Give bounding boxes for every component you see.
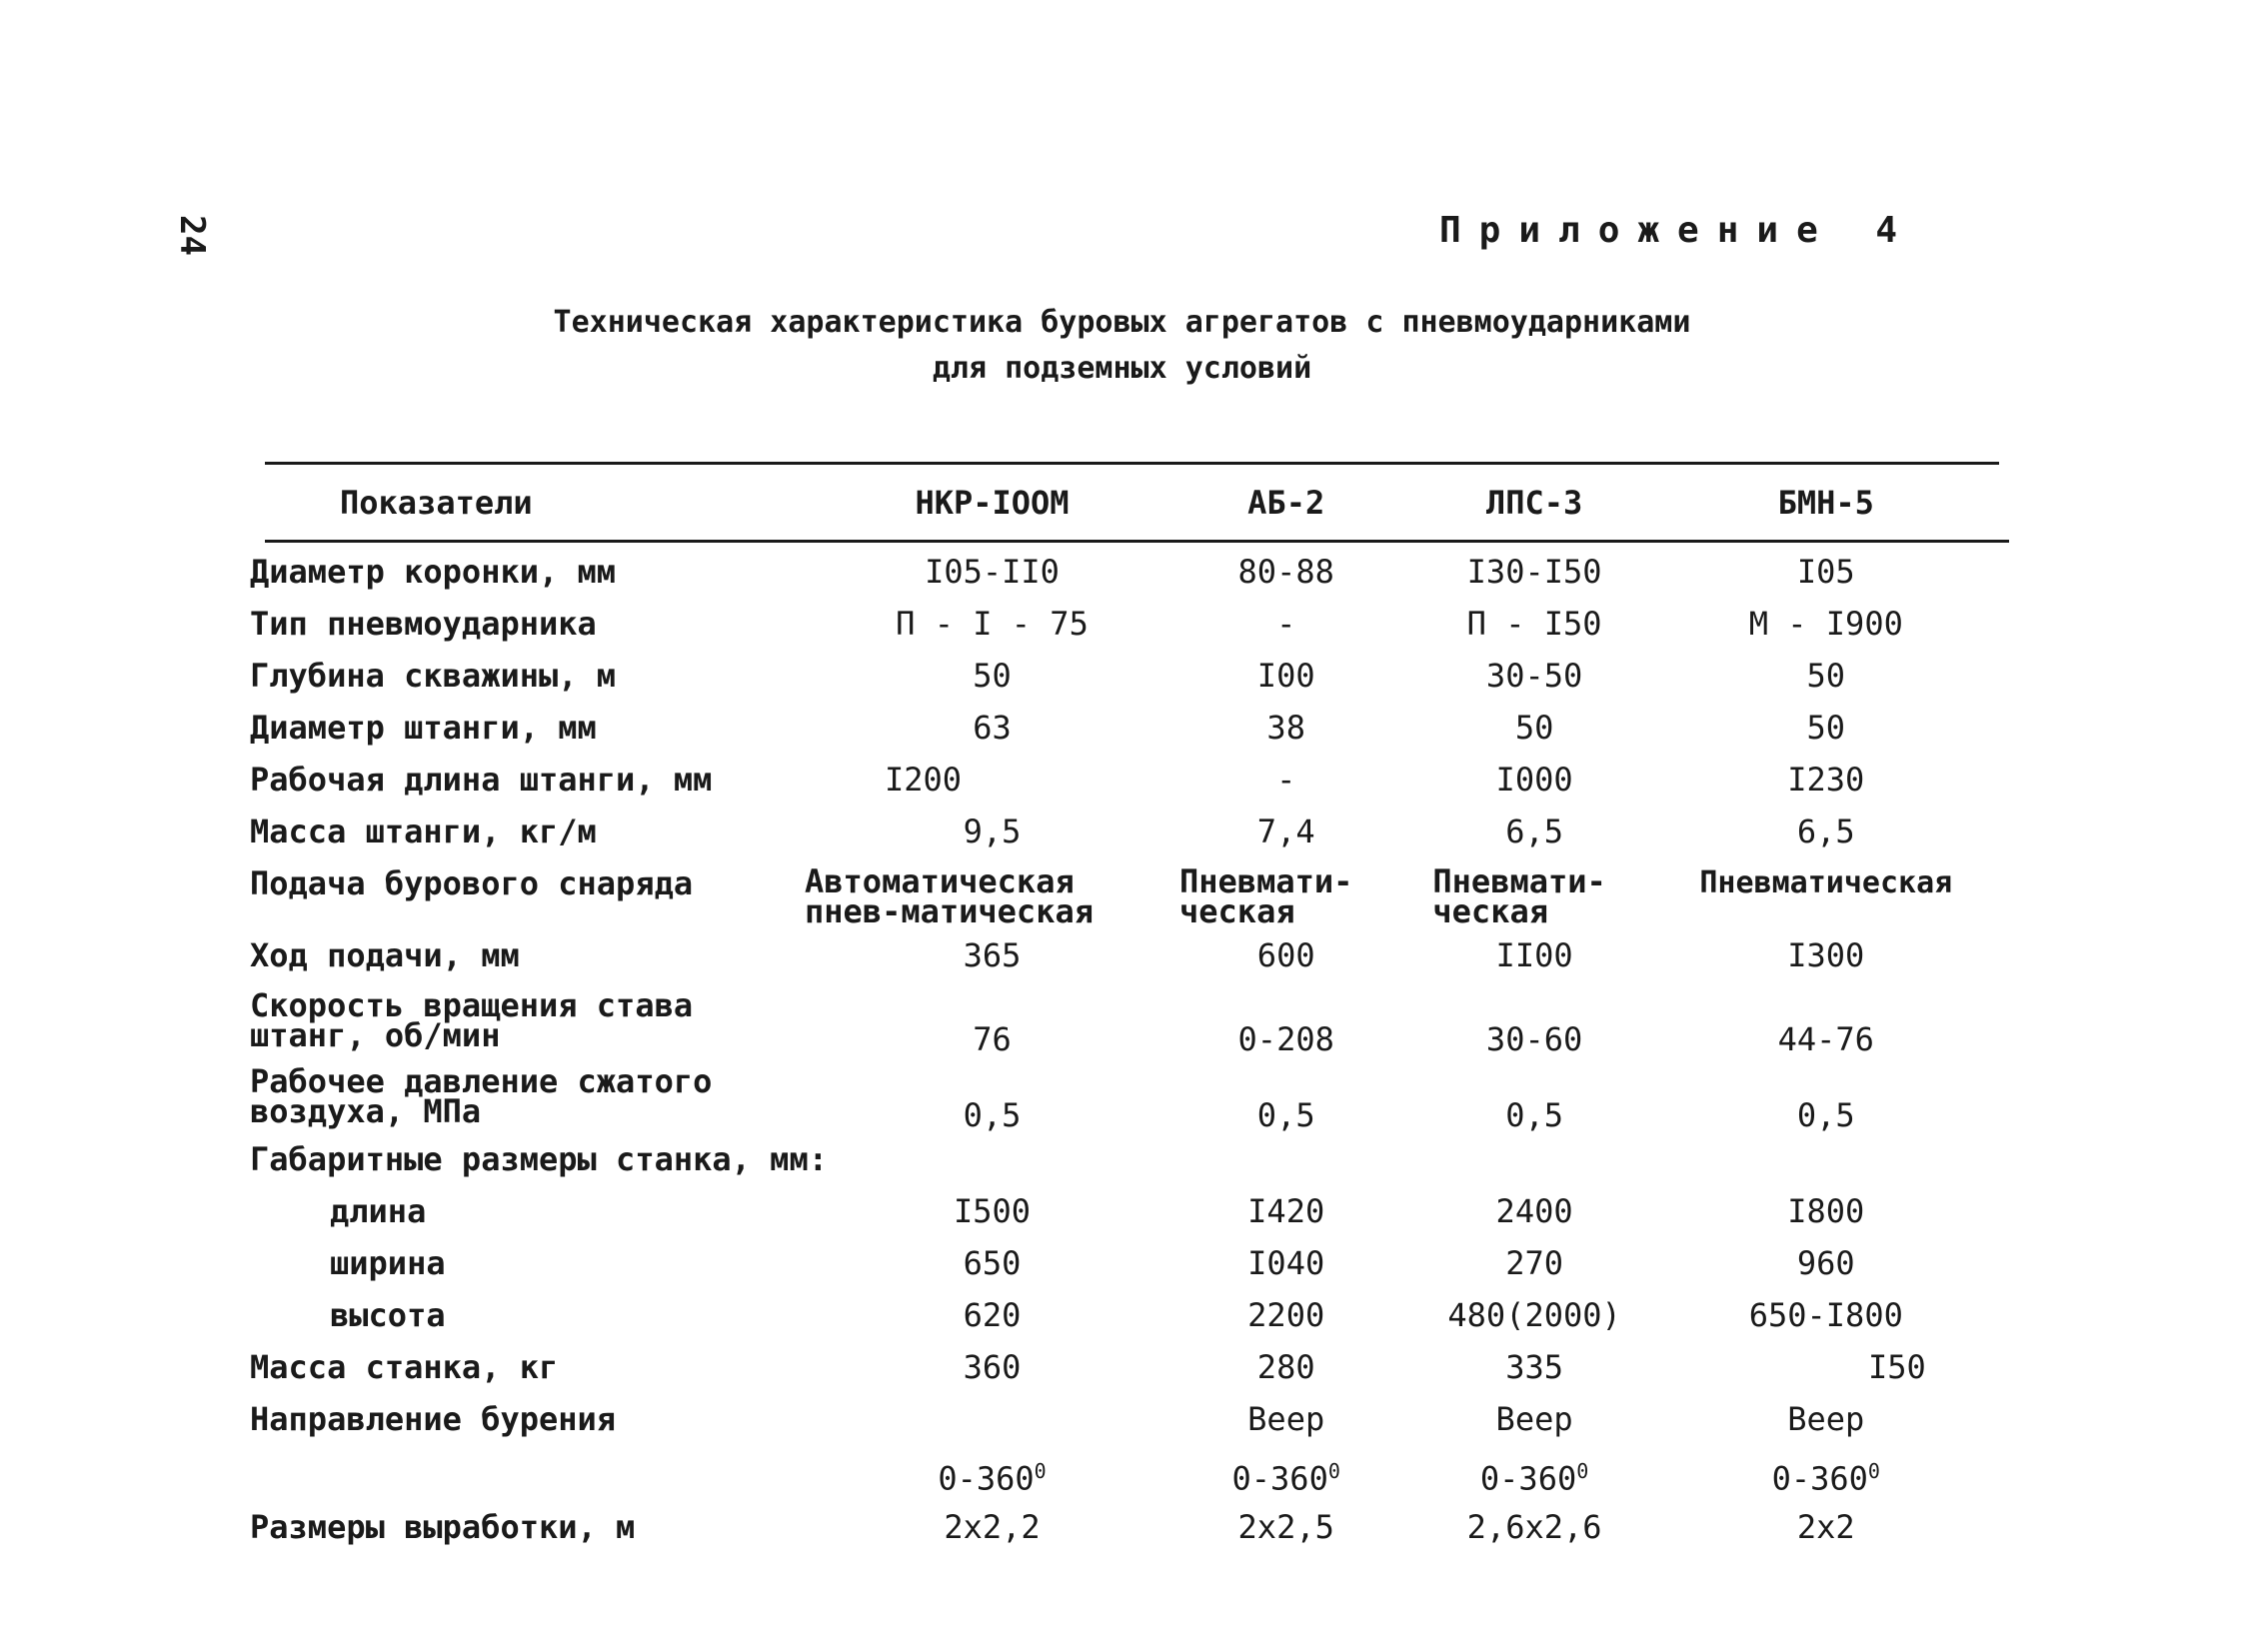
row-value: I50 bbox=[1867, 1348, 1926, 1386]
row-value: 2400 bbox=[1495, 1192, 1573, 1230]
table-header-row bbox=[250, 465, 1976, 541]
row-value: 9,5 bbox=[963, 813, 1022, 850]
row-param: Размеры выработки, м bbox=[250, 1508, 636, 1546]
row-value: 0,5 bbox=[963, 1096, 1022, 1134]
row-value: Веер bbox=[1247, 1400, 1325, 1438]
appendix-label: Приложение 4 bbox=[1439, 210, 1916, 251]
degree-mark: 0 bbox=[1034, 1459, 1047, 1483]
angle-value: 0-360 bbox=[938, 1459, 1035, 1498]
degree-mark: 0 bbox=[1867, 1459, 1880, 1483]
row-value: II00 bbox=[1495, 936, 1573, 974]
row-param: Направление бурения bbox=[250, 1400, 617, 1438]
table-row bbox=[250, 541, 1976, 601]
row-value: 360 bbox=[963, 1348, 1022, 1386]
row-value: 2х2,2 bbox=[944, 1508, 1041, 1546]
row-value: 6,5 bbox=[1505, 813, 1563, 850]
header-lps-3: ЛПС-3 bbox=[1485, 484, 1583, 522]
row-param: Рабочее давление сжатого воздуха, МПа bbox=[250, 1062, 713, 1130]
row-param: Подача бурового снаряда bbox=[250, 864, 694, 902]
table-row bbox=[250, 1448, 1976, 1500]
header-nkr-100m: НКР-IООМ bbox=[915, 484, 1070, 522]
row-value: 7,4 bbox=[1256, 813, 1315, 850]
table-row bbox=[250, 757, 1976, 809]
row-value bbox=[1676, 1448, 1976, 1500]
row-param: Габаритные размеры станка, мм: bbox=[250, 1140, 828, 1178]
row-param bbox=[250, 1448, 805, 1500]
row-param: Диаметр штанги, мм bbox=[250, 709, 597, 747]
table-row bbox=[250, 1292, 1976, 1344]
row-value: I420 bbox=[1247, 1192, 1325, 1230]
table-row bbox=[250, 653, 1976, 705]
row-value: Веер bbox=[1787, 1400, 1865, 1438]
title-line-2: для подземных условий bbox=[932, 351, 1312, 386]
row-param: Масса станка, кг bbox=[250, 1348, 559, 1386]
row-value: 38 bbox=[1266, 709, 1305, 747]
row-value: 76 bbox=[973, 1020, 1012, 1058]
table-row bbox=[250, 932, 1976, 984]
row-param: Глубина скважины, м bbox=[250, 657, 617, 695]
degree-mark: 0 bbox=[1576, 1459, 1589, 1483]
angle-value: 0-360 bbox=[1479, 1459, 1577, 1498]
row-value: 2,6х2,6 bbox=[1466, 1508, 1602, 1546]
row-value: I05 bbox=[1796, 553, 1855, 591]
table-row bbox=[250, 984, 1976, 1060]
row-value: 30-50 bbox=[1485, 657, 1583, 695]
angle-value: 0-360 bbox=[1231, 1459, 1328, 1498]
row-value: Автоматическая пнев-матическая bbox=[805, 862, 1094, 930]
row-value bbox=[1179, 1448, 1392, 1500]
row-value: 44-76 bbox=[1777, 1020, 1874, 1058]
row-value: I000 bbox=[1495, 761, 1573, 799]
row-value: I30-I50 bbox=[1466, 553, 1602, 591]
row-value: 0,5 bbox=[1256, 1096, 1315, 1134]
row-value: 960 bbox=[1796, 1244, 1855, 1282]
row-value: Пневмати-ческая bbox=[1179, 862, 1353, 930]
row-value: 50 bbox=[1514, 709, 1554, 747]
row-param: Тип пневмоударника bbox=[250, 605, 597, 643]
table-row bbox=[250, 1136, 1976, 1188]
row-value: I800 bbox=[1787, 1192, 1865, 1230]
row-value: I200 bbox=[885, 761, 963, 799]
row-value: 335 bbox=[1505, 1348, 1563, 1386]
row-value: Веер bbox=[1495, 1400, 1573, 1438]
angle-value: 0-360 bbox=[1771, 1459, 1868, 1498]
row-value: 6,5 bbox=[1796, 813, 1855, 850]
row-value: - bbox=[1276, 605, 1296, 643]
row-value: I00 bbox=[1256, 657, 1315, 695]
row-param: Диаметр коронки, мм bbox=[250, 553, 617, 591]
row-value: 2200 bbox=[1247, 1296, 1325, 1334]
row-value: I300 bbox=[1787, 936, 1865, 974]
row-value: 63 bbox=[973, 709, 1012, 747]
specs-table bbox=[250, 465, 1976, 1556]
row-value: М - I900 bbox=[1748, 605, 1903, 643]
row-value: I500 bbox=[953, 1192, 1032, 1230]
row-value: Пневмати-ческая bbox=[1432, 862, 1606, 930]
row-value: 2х2 bbox=[1796, 1508, 1855, 1546]
row-value: П - I50 bbox=[1466, 605, 1602, 643]
header-parameters: Показатели bbox=[340, 484, 533, 522]
row-param: ширина bbox=[330, 1244, 446, 1282]
page-number: 24 bbox=[172, 215, 212, 256]
table-row bbox=[250, 1060, 1976, 1136]
row-value: I230 bbox=[1787, 761, 1865, 799]
row-value: 80-88 bbox=[1237, 553, 1334, 591]
row-value bbox=[805, 1448, 1179, 1500]
row-value: 50 bbox=[973, 657, 1012, 695]
table-row bbox=[250, 1396, 1976, 1448]
row-value: 365 bbox=[963, 936, 1022, 974]
document-title bbox=[0, 300, 2244, 392]
row-value: 0,5 bbox=[1505, 1096, 1563, 1134]
row-param: длина bbox=[330, 1192, 427, 1230]
table-row bbox=[250, 705, 1976, 757]
row-param: Скорость вращения става штанг, об/мин bbox=[250, 986, 694, 1054]
table-row bbox=[250, 1188, 1976, 1240]
table-row bbox=[250, 860, 1976, 932]
table-row bbox=[250, 601, 1976, 653]
table-row bbox=[250, 1500, 1976, 1556]
row-value: 270 bbox=[1505, 1244, 1563, 1282]
row-value bbox=[805, 1396, 1179, 1448]
row-value: 50 bbox=[1806, 657, 1846, 695]
row-value: I05-II0 bbox=[925, 553, 1060, 591]
row-value: П - I - 75 bbox=[896, 605, 1089, 643]
title-line-1: Техническая характеристика буровых агрегатов с пневмоударниками bbox=[553, 305, 1691, 340]
degree-mark: 0 bbox=[1327, 1459, 1340, 1483]
row-value: 620 bbox=[963, 1296, 1022, 1334]
row-value: 2х2,5 bbox=[1237, 1508, 1334, 1546]
row-value: - bbox=[1276, 761, 1296, 799]
table-row bbox=[250, 1240, 1976, 1292]
table-row bbox=[250, 809, 1976, 860]
table-row bbox=[250, 1344, 1976, 1396]
row-param: Рабочая длина штанги, мм bbox=[250, 761, 713, 799]
row-value bbox=[1392, 1448, 1675, 1500]
row-value: 650 bbox=[963, 1244, 1022, 1282]
row-value: 280 bbox=[1256, 1348, 1315, 1386]
row-value: 600 bbox=[1256, 936, 1315, 974]
header-bmn-5: БМН-5 bbox=[1777, 484, 1874, 522]
row-value: 0,5 bbox=[1796, 1096, 1855, 1134]
header-ab-2: АБ-2 bbox=[1247, 484, 1325, 522]
row-value: I040 bbox=[1247, 1244, 1325, 1282]
row-param: высота bbox=[330, 1296, 446, 1334]
row-value: 30-60 bbox=[1485, 1020, 1583, 1058]
row-value: 480(2000) bbox=[1447, 1296, 1621, 1334]
row-value: 50 bbox=[1806, 709, 1846, 747]
row-value: 0-208 bbox=[1237, 1020, 1334, 1058]
row-param: Ход подачи, мм bbox=[250, 936, 520, 974]
row-param: Масса штанги, кг/м bbox=[250, 813, 597, 850]
row-value: 650-I800 bbox=[1748, 1296, 1903, 1334]
row-value: Пневматическая bbox=[1699, 865, 1953, 900]
